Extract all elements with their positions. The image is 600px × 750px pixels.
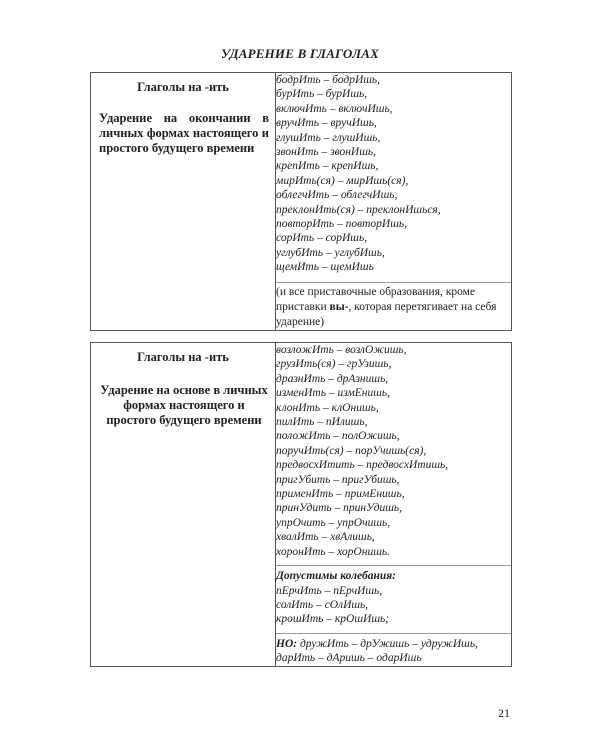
verb-line: включИть – включИшь, [276, 102, 393, 115]
table2-header: Глаголы на -ить [137, 350, 229, 364]
verb-line: глушИть – глушИшь, [276, 131, 381, 144]
page-title: УДАРЕНИЕ В ГЛАГОЛАХ [220, 46, 380, 61]
verb-line: повторИть – повторИшь, [276, 218, 408, 231]
verb-line: облегчИть – облегчИшь, [276, 189, 398, 202]
verb-line: грузИть(ся) – грУзишь, [276, 358, 392, 371]
verb-line: поручИть(ся) – порУчишь(ся), [276, 444, 427, 457]
verb-line: мирИть(ся) – мирИшь(ся), [276, 174, 409, 187]
table2-verb-list [276, 343, 511, 559]
page-number: 21 [498, 706, 510, 720]
variation-section [276, 565, 511, 627]
exception-label: НО: [276, 637, 298, 650]
note-prefix-bold: вы- [329, 300, 349, 313]
verb-line: пригУбить – пригУбишь, [276, 473, 400, 486]
exception-section [276, 633, 511, 666]
verb-line: предвосхИтить – предвосхИтишь, [276, 459, 449, 472]
verb-line: хоронИть – хорОнишь. [276, 545, 390, 558]
note-text-end: , которая перетягивает на себя ударение) [276, 300, 497, 328]
verb-line: дразнИть – дрАзнишь, [276, 372, 389, 385]
table1-rule-cell [91, 73, 276, 331]
verb-line: возложИть – возлОжишь, [276, 344, 407, 356]
stress-table-ending [90, 72, 512, 331]
table1-note [276, 282, 511, 330]
table1-header: Глаголы на -ить [137, 80, 229, 94]
verb-line: преклонИть(ся) – преклонИшься, [276, 203, 441, 216]
table2-examples-cell [276, 343, 512, 667]
verb-line: клонИть – клОнишь, [276, 401, 379, 414]
exception-line [276, 637, 511, 651]
verb-line: щемИть – щемИшь [276, 261, 374, 274]
verb-line: звонИть – звонИшь, [276, 146, 377, 159]
exception-text: дружИть – дрУжишь – удружИшь, [297, 637, 478, 650]
verb-line: пилИть – пИлишь, [276, 416, 368, 429]
table2-description: Ударение на основе в личных формах настоящего и простого будущего времени [100, 383, 268, 427]
table1-examples-cell [276, 73, 512, 331]
verb-line: изменИть – измЕнишь, [276, 387, 391, 400]
variation-line: пЕрчИть – пЕрчИшь, [276, 584, 383, 597]
verb-line: сорИть – сорИшь, [276, 232, 368, 245]
exception-line: дарИть – дАришь – одарИшь [276, 652, 422, 665]
variation-title: Допустимы колебания: [276, 570, 397, 583]
table1-description: Ударение на окончании в личных формах настоящего и простого будущего времени [99, 111, 269, 155]
stress-table-stem [90, 342, 512, 667]
verb-line: бурИть – бурИшь, [276, 88, 368, 101]
verb-line: хвалИть – хвАлишь, [276, 531, 375, 544]
variation-line: солИть – сОлИшь, [276, 598, 369, 611]
note-text: (и все приставочные образования, кроме приставки [276, 285, 475, 313]
table1-verb-list [276, 73, 511, 275]
verb-line: вручИть – вручИшь, [276, 117, 377, 130]
verb-line: крепИть – крепИшь, [276, 160, 379, 173]
verb-line: применИть – примЕнишь, [276, 488, 405, 501]
verb-line: упрОчить – упрОчишь, [276, 516, 391, 529]
verb-line: углубИть – углубИшь, [276, 246, 385, 259]
variation-line: крошИть – крОшИшь; [276, 613, 390, 626]
table2-rule-cell [91, 343, 276, 667]
verb-line: бодрИть – бодрИшь, [276, 74, 381, 86]
verb-line: положИть – полОжишь, [276, 430, 400, 443]
verb-line: принУдить – принУдишь, [276, 502, 403, 515]
